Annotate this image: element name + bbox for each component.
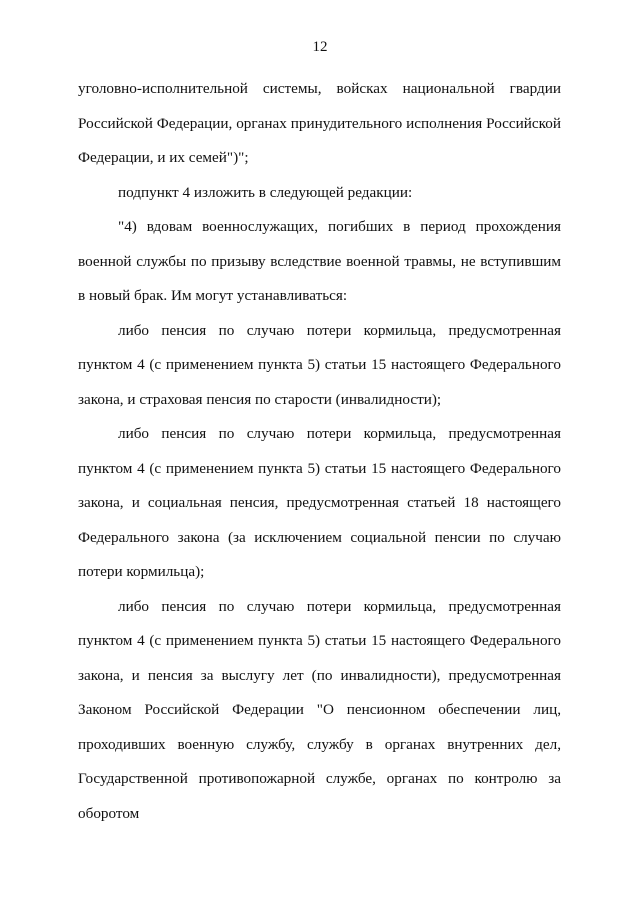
paragraph-4: либо пенсия по случаю потери кормильца, предусмотренная пунктом 4 (с применением пункта 5) статьи 15 настоящего Федерального закона, и страховая пенсия по старости (инвалидности); <box>78 321 561 408</box>
paragraph-6: либо пенсия по случаю потери кормильца, предусмотренная пунктом 4 (с применением пункта 5) статьи 15 настоящего Федерального закона, и пенсия за выслугу лет (по инвалидности), предусмотренная Законом Российской Федерации "О пенсионном обеспечении лиц, проходивших военную службу, службу в органах внутренних дел, Государственной противопожарной службе, органах по контролю за оборотом <box>78 597 561 822</box>
paragraph-5: либо пенсия по случаю потери кормильца, предусмотренная пунктом 4 (с применением пункта 5) статьи 15 настоящего Федерального закона, и социальная пенсия, предусмотренная статьей 18 настоящего Федерального закона (за исключением социальной пенсии по случаю потери кормильца); <box>78 425 561 580</box>
page-number: 12 <box>312 39 328 55</box>
paragraph-3: "4) вдовам военнослужащих, погибших в период прохождения военной службы по призыву вследствие военной травмы, не вступившим в новый брак. Им могут устанавливаться: <box>78 218 561 304</box>
paragraph-2: подпункт 4 изложить в следующей редакции: <box>118 183 413 201</box>
paragraph-1: уголовно-исполнительной системы, войсках национальной гвардии Российской Федерации, органах принудительного исполнения Российской Федерации, и их семей")"; <box>78 80 561 166</box>
document-body <box>78 72 561 831</box>
